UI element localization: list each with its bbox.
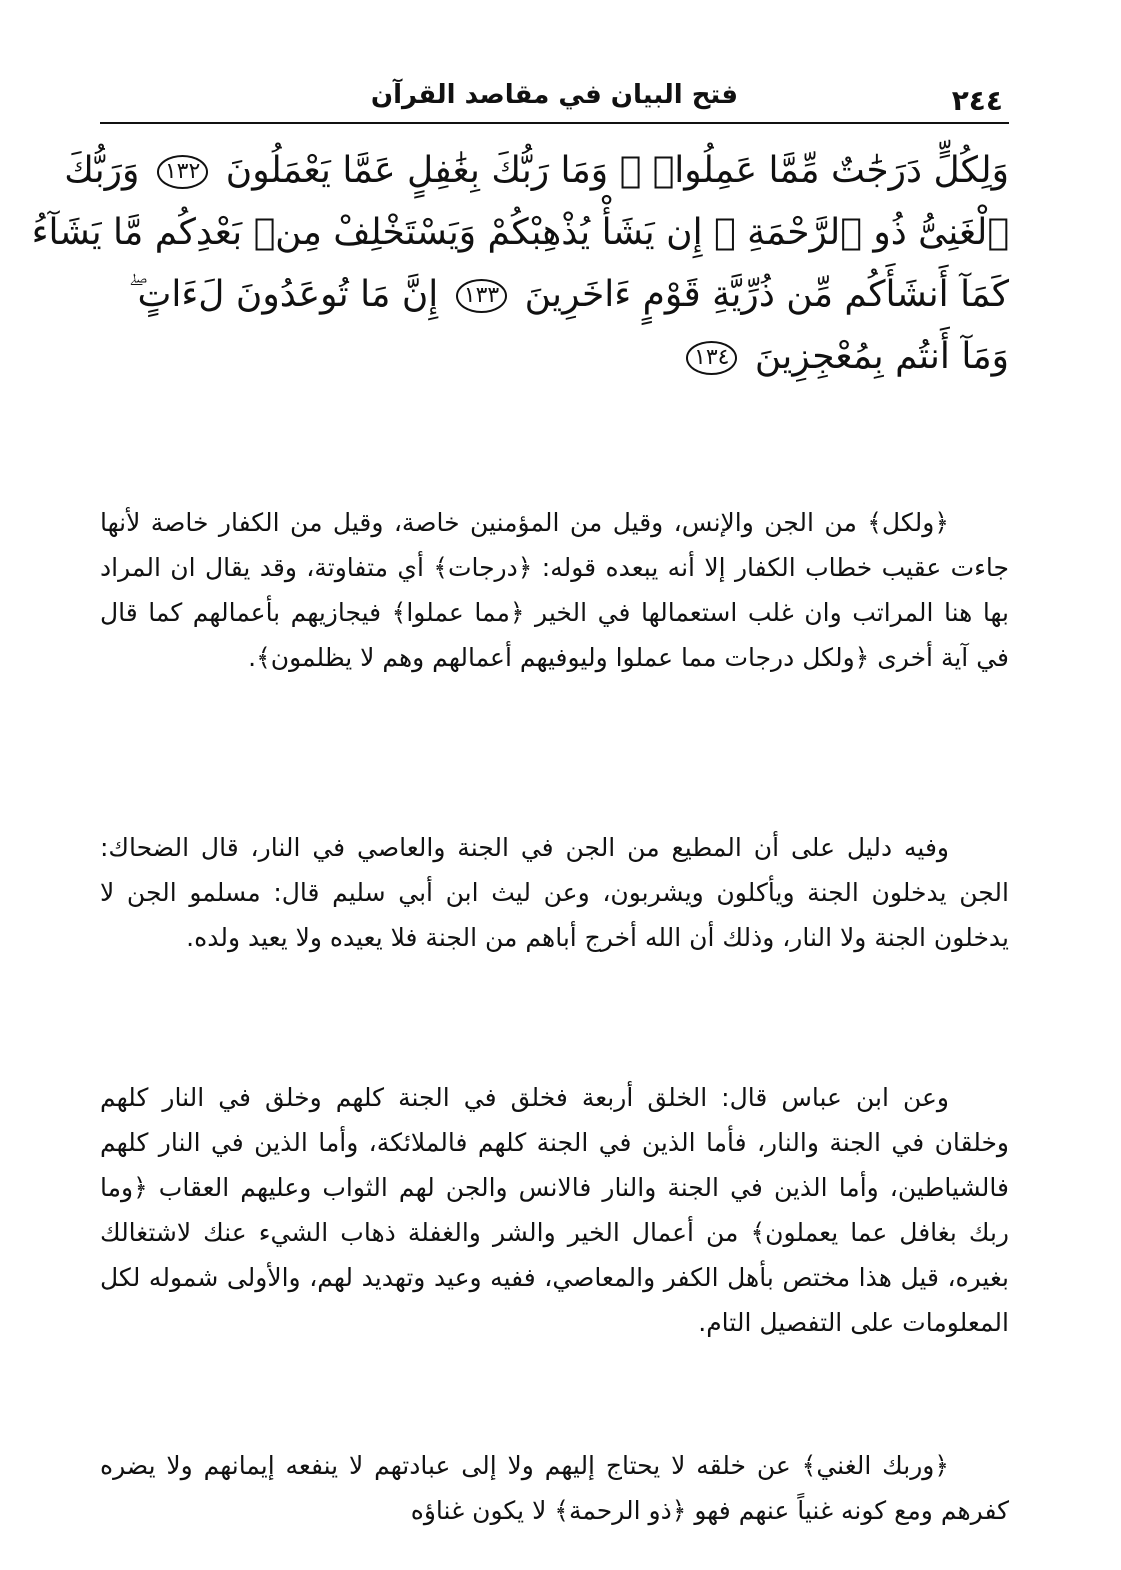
quran-verses bbox=[31, 140, 1009, 388]
page-header bbox=[100, 74, 1009, 124]
commentary-paragraph: وعن ابن عباس قال: الخلق أربعة فخلق في الجنة كلهم وخلق في النار كلهم وخلقان في الجنة والنار، فأما الذين في الجنة كلهم فالملائكة، وأما الذين في النار كلهم فالشياطين، وأما الذين في الجنة والنار فالانس والجن لهم الثواب وعليهم العقاب ﴿وما ربك بغافل عما يعملون﴾ من أعمال الخير والشر والغفلة ذهاب الشيء عنك لاشتغالك بغيره، قيل هذا مختص بأهل الكفر والمعاصي، ففيه وعيد وتهديد لهم، والأولى شموله لكل المعلومات على التفصيل التام. bbox=[100, 1083, 1009, 1337]
verse-text: وَرَبُّكَ bbox=[64, 150, 140, 191]
verse-line bbox=[31, 202, 1009, 264]
book-title: فتح البيان في مقاصد القرآن bbox=[370, 80, 739, 110]
verse-text: إِنَّ مَا تُوعَدُونَ لَءَاتٍ ۖ bbox=[128, 274, 439, 315]
verse-text: كَمَآ أَنشَأَكُم مِّن ذُرِّيَّةِ قَوْمٍ ءَاخَرِينَ bbox=[524, 274, 1009, 315]
verse-text: وَلِكُلٍّ دَرَجَٰتٌ مِّمَّا عَمِلُوا۟ ۚ وَمَا رَبُّكَ بِغَٰفِلٍ عَمَّا يَعْمَلُونَ bbox=[225, 150, 1009, 191]
verse-line bbox=[100, 326, 1009, 388]
ayah-number-marker: ١٣٣ bbox=[456, 279, 507, 313]
commentary-paragraph: ﴿وربك الغني﴾ عن خلقه لا يحتاج إليهم ولا إلى عبادتهم لا ينفعه إيمانهم ولا يضره كفرهم ومع كونه غنياً عنهم فهو ﴿ذو الرحمة﴾ لا يكون غناؤه bbox=[100, 1451, 1009, 1525]
ayah-number-marker: ١٣٢ bbox=[157, 155, 208, 189]
verse-text: ٱلْغَنِىُّ ذُو ٱلرَّحْمَةِ ۚ إِن يَشَأْ يُذْهِبْكُمْ وَيَسْتَخْلِفْ مِنۢ بَعْدِكُم مَّا يَشَآءُ bbox=[31, 212, 1009, 253]
commentary-paragraph: ﴿ولكل﴾ من الجن والإنس، وقيل من المؤمنين خاصة، وقيل من الكفار خاصة لأنها جاءت عقيب خطاب الكفار إلا أنه يبعده قوله: ﴿درجات﴾ أي متفاوتة، وقد يقال ان المراد بها هنا المراتب وان غلب استعمالها في الخير ﴿مما عملوا﴾ فيجازيهم بأعمالهم كما قال في آية أخرى ﴿ولكل درجات مما عملوا وليوفيهم أعمالهم وهم لا يظلمون﴾. bbox=[100, 508, 1009, 672]
verse-line bbox=[64, 140, 1009, 202]
verse-line bbox=[100, 264, 1009, 326]
ayah-number-marker: ١٣٤ bbox=[686, 341, 737, 375]
verse-text: وَمَآ أَنتُم بِمُعْجِزِينَ bbox=[754, 336, 1009, 377]
page-number: ٢٤٤ bbox=[951, 84, 1003, 117]
commentary-paragraph: وفيه دليل على أن المطيع من الجن في الجنة والعاصي في النار، قال الضحاك: الجن يدخلون الجنة ويأكلون ويشربون، وعن ليث ابن أبي سليم قال: مسلمو الجن لا يدخلون الجنة ولا النار، وذلك أن الله أخرج أباهم من الجنة فلا يعيده ولا يعيد ولده. bbox=[100, 833, 1009, 952]
